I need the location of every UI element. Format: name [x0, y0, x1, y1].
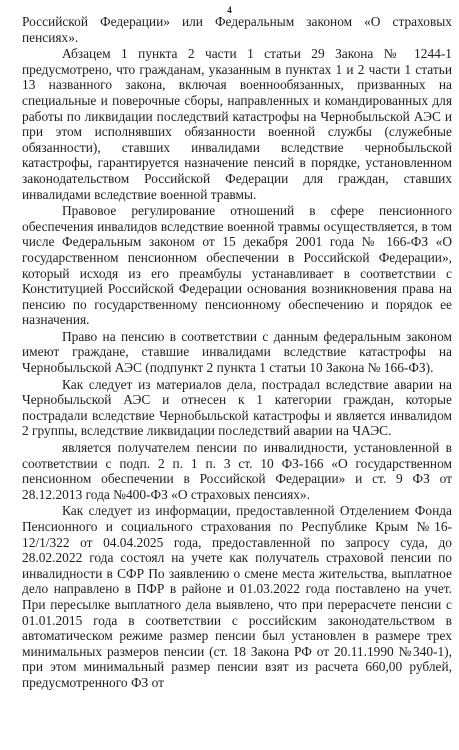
paragraph-pension-recipient: является получателем пенсии по инвалидности, установленной в соответствии с подп. 2 п. 1 п. 3 ст. 10 ФЗ-166 «О государственном пенсионном обеспечении в Российской Федерации» и ст. 9 ФЗ от 28.12.2013 года №400-ФЗ «О страховых пенсиях». [22, 440, 452, 502]
document-body [22, 14, 452, 691]
paragraph-case-materials: Как следует из материалов дела, пострадал вследствие аварии на Чернобыльской АЭС и отнесен к 1 категории граждан, которые пострадали вследствие Чернобыльской катастрофы и является инвалидом 2 группы, вследствие ликвидации последствий аварии на ЧАЭС. [22, 376, 452, 439]
page-number: 4 [227, 5, 232, 15]
paragraph-continuation: Российской Федерации» или Федеральным законом «О страховых пенсиях». [22, 14, 452, 45]
paragraph-article-29: Абзацем 1 пункта 2 части 1 статьи 29 Закона № 1244-1 предусмотрено, что гражданам, указанным в пунктах 1 и 2 части 1 статьи 13 названного закона, включая военнообязанных, призванных на специальные и поверочные сборы, направленных и командированных для работы по ликвидации последствий катастрофы на Чернобыльской АЭС и при этом исполнявших обязанности военной службы (служебные обязанности), ставших инвалидами вследствие чернобыльской катастрофы, гарантируется назначение пенсий в порядке, установленном законодательством Российской Федерации для граждан, ставших инвалидами вследствие военной травмы. [22, 46, 452, 202]
paragraph-legal-regulation: Правовое регулирование отношений в сфере пенсионного обеспечения инвалидов вследствие военной травмы осуществляется, в том числе Федеральным законом от 15 декабря 2001 года № 166-ФЗ «О государственном пенсионном обеспечении в Российской Федерации», который исходя из его преамбулы устанавливает в соответствии с Конституцией Российской Федерации основания возникновения права на пенсию по государственному пенсионному обеспечению и порядок ее назначения. [22, 203, 452, 328]
paragraph-fund-information: Как следует из информации, предоставленной Отделением Фонда Пенсионного и социального страхования по Республике Крым №16-12/1/322 от 04.04.2025 года, предоставленной по запросу суда, до 28.02.2022 года состоял на учете как получатель страховой пенсии по инвалидности в СФР По заявлению о смене места жительства, выплатное дело направлено в ПФР в районе и 01.03.2022 года поставлено на учет. При пересылке выплатного дела выявлено, что при перерасчете пенсии с 01.01.2015 года в соответствии с российским законодательством в автоматическом режиме размер пенсии был установлен в размере трех минимальных размеров пенсии (ст. 18 Закона РФ от 20.11.1990 №340-1), при этом минимальный размер пенсии взят из расчета 660,00 рублей, предусмотренного ФЗ от [22, 503, 452, 690]
paragraph-right-to-pension: Право на пенсию в соответствии с данным федеральным законом имеют граждане, ставшие инвалидами вследствие катастрофы на Чернобыльской АЭС (подпункт 2 пункта 1 статьи 10 Закона № 166-ФЗ). [22, 328, 452, 376]
